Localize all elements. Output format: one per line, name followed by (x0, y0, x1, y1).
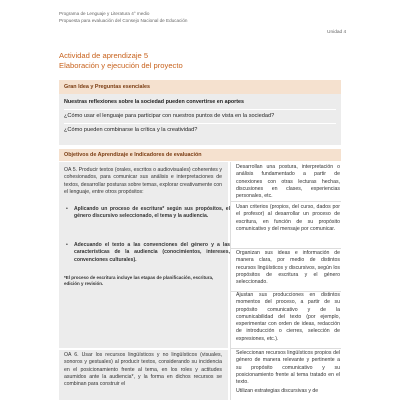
indicator: Ajustan sus producciones en distintos momentos del proceso, a partir de su propósito comunicativo y de la comunicabilidad del texto (por ejemplo, experimentar con orden de ideas, redacción de introducción o cierres, selección de expresiones, etc.). (236, 292, 340, 342)
oa5-bullet-text: Adecuando el texto a las convenciones del género y a las características de la audiencia (conocimientos, intereses, convenciones culturales). (74, 242, 230, 263)
indicator: Desarrollan una postura, interpretación o análisis fundamentado a partir de conexiones con otras lecturas hechas, discusiones en clases, experiencias personales, etc. (236, 164, 340, 200)
document-header (59, 11, 349, 24)
bullet-icon: • (66, 206, 68, 212)
oa5-cell (59, 162, 228, 348)
essential-question: ¿Cómo usar el lenguaje para participar con nuestros puntos de vista en la sociedad? (64, 113, 275, 119)
indicator: Utilizan estrategias discursivas y de (236, 388, 319, 394)
indicator: Seleccionan recursos lingüísticos propios del género de manera relevante y pertinente a su propósito comunicativo y su posicionamiento frente al tema tratado en el texto. (236, 350, 340, 386)
bullet-icon: • (66, 242, 68, 248)
divider (231, 201, 341, 202)
divider (64, 123, 336, 124)
oa5-bullet-text: Aplicando un proceso de escritura* según sus propósitos, el género discursivo seleccionado, el tema y la audiencia. (74, 206, 230, 220)
unit-label: Unidad 4 (327, 30, 347, 35)
divider (231, 248, 341, 249)
big-idea-statement: Nuestras reflexiones sobre la sociedad pueden convertirse en aportes (64, 99, 245, 105)
big-idea-header (59, 80, 341, 94)
indicator: Organizan sus ideas e información de manera clara, por medio de distintos recursos lingüísticos y discursivos, según los propósitos de escritura y el género seleccionado. (236, 250, 340, 286)
activity-title-block (59, 51, 183, 71)
program-name: Programa de Lenguaje y Literatura 4° medio (59, 11, 150, 16)
oa6-cell (59, 350, 228, 400)
big-idea-heading: Gran Idea y Preguntas esenciales (64, 84, 150, 90)
column-divider (230, 162, 231, 400)
oa5-bullet (66, 242, 230, 264)
essential-question: ¿Cómo pueden combinarse la crítica y la creatividad? (64, 127, 198, 133)
divider (231, 348, 341, 349)
proposal-line: Propuesta para evaluación del Consejo Nacional de Educación (59, 17, 188, 23)
activity-subtitle: Elaboración y ejecución del proyecto (59, 61, 183, 70)
oa5-text: OA 5. Producir textos (orales, escritos o audiovisuales) coherentes y cohesionados, para comunicar sus análisis e interpretaciones de textos, desarrollar posturas sobre temas, explorar creativamente con el lenguaje, entre otros propósitos: (64, 167, 223, 195)
activity-title: Actividad de aprendizaje 5 (59, 51, 149, 60)
objectives-header (59, 149, 341, 161)
oa5-note: *El proceso de escritura incluye las etapas de planificación, escritura, edición y revisión. (64, 275, 214, 287)
oa5-bullet (66, 206, 230, 221)
divider (64, 109, 336, 110)
big-idea-box (59, 80, 341, 145)
objectives-heading: Objetivos de Aprendizaje e Indicadores de evaluación (64, 152, 202, 158)
indicator: Usan criterios (propios, del curso, dados por el profesor) al desarrollar un proceso de escritura, en función de su propósito comunicativo y del mensaje por comunicar. (236, 204, 340, 232)
oa6-text: OA 6. Usar los recursos lingüísticos y no lingüísticos (visuales, sonoros y gestuales) al producir textos, considerando su incidencia en el posicionamiento frente al tema, en los roles y actitudes asumidos ante la audiencia*, y la forma en dichos recursos se combinan para construir el (64, 352, 222, 388)
